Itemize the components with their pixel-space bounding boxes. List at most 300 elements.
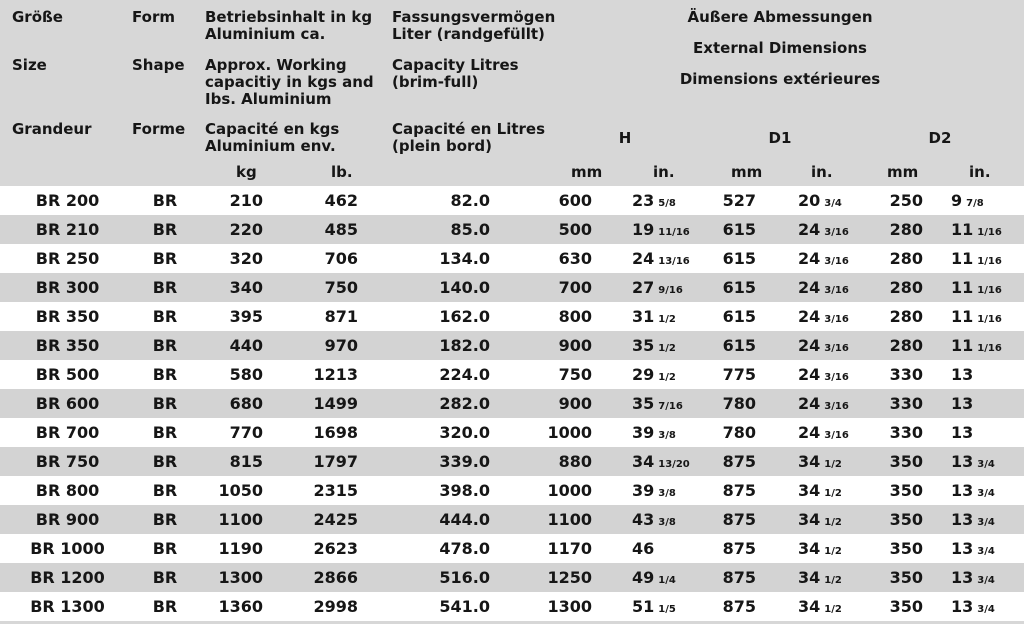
cell-d2-in	[927, 476, 1024, 505]
cell-lb	[263, 447, 358, 476]
cell-d1-mm	[702, 186, 756, 215]
header-shape-de: Form	[132, 8, 175, 26]
cell-d2-mm	[855, 186, 927, 215]
cell-d2-in	[927, 389, 1024, 418]
cell-h-in	[602, 418, 702, 447]
cell-d2-in	[927, 447, 1024, 476]
cell-h-mm	[490, 273, 602, 302]
cell-lb	[263, 534, 358, 563]
cell-shape-value: BR	[152, 423, 178, 442]
cell-h-mm-value: 900	[558, 394, 592, 413]
header-dims-de: Äußere Abmessungen	[687, 8, 873, 26]
cell-d1-in-fraction: 1/2	[824, 604, 842, 615]
table-row	[0, 592, 1024, 621]
cell-kg-value: 440	[229, 336, 263, 355]
cell-d1-in-value: 24	[798, 336, 821, 355]
cell-litres	[358, 331, 490, 360]
cell-shape-value: BR	[152, 336, 178, 355]
cell-d2-in	[927, 273, 1024, 302]
cell-litres-value: 85.0	[450, 220, 490, 239]
unit-h-in: in.	[653, 163, 675, 181]
cell-d1-in	[756, 186, 855, 215]
cell-h-in	[602, 244, 702, 273]
cell-d2-mm-value: 350	[889, 452, 923, 471]
cell-litres-value: 140.0	[439, 278, 490, 297]
cell-d1-mm	[702, 331, 756, 360]
cell-shape	[135, 215, 195, 244]
cell-d2-in	[927, 505, 1024, 534]
cell-d2-mm	[855, 505, 927, 534]
cell-d1-in-value: 24	[798, 307, 821, 326]
cell-d1-mm-value: 615	[722, 249, 756, 268]
cell-d1-in	[756, 244, 855, 273]
cell-h-in-value: 27	[632, 278, 655, 297]
cell-d2-in	[927, 534, 1024, 563]
cell-d1-in	[756, 302, 855, 331]
cell-d2-in	[927, 302, 1024, 331]
cell-d2-in-fraction: 3/4	[977, 517, 995, 528]
cell-d1-mm	[702, 360, 756, 389]
cell-litres	[358, 215, 490, 244]
cell-d2-mm	[855, 360, 927, 389]
cell-d2-mm	[855, 476, 927, 505]
cell-size	[0, 244, 135, 273]
cell-lb-value: 1213	[313, 365, 358, 384]
table-row	[0, 273, 1024, 302]
cell-d2-mm	[855, 418, 927, 447]
cell-lb	[263, 302, 358, 331]
cell-shape-value: BR	[152, 278, 178, 297]
cell-d2-in-fraction: 1/16	[977, 256, 1002, 267]
cell-lb	[263, 331, 358, 360]
cell-d1-mm-value: 780	[722, 394, 756, 413]
cell-kg-value: 1050	[218, 481, 263, 500]
cell-h-in-value: 39	[632, 481, 655, 500]
table-row	[0, 360, 1024, 389]
cell-d1-in	[756, 592, 855, 621]
cell-d1-mm-value: 875	[722, 597, 756, 616]
cell-d1-mm	[702, 302, 756, 331]
cell-lb	[263, 505, 358, 534]
cell-h-in-value: 35	[632, 336, 655, 355]
cell-shape	[135, 563, 195, 592]
cell-d1-in-fraction: 3/16	[824, 343, 849, 354]
header-capacity-litres-fr: Capacité en Litres (plein bord)	[392, 120, 546, 155]
cell-lb-value: 2623	[313, 539, 358, 558]
cell-d1-in-value: 34	[798, 510, 821, 529]
cell-h-mm	[490, 215, 602, 244]
cell-d1-in-value: 34	[798, 452, 821, 471]
cell-h-in-value: 46	[632, 539, 655, 558]
cell-h-mm	[490, 360, 602, 389]
cell-kg	[195, 476, 263, 505]
cell-h-in-fraction: 13/20	[658, 459, 690, 470]
cell-kg	[195, 302, 263, 331]
cell-h-in	[602, 360, 702, 389]
cell-size	[0, 534, 135, 563]
cell-d2-in-fraction: 3/4	[977, 546, 995, 557]
cell-kg	[195, 447, 263, 476]
cell-d2-mm-value: 280	[889, 278, 923, 297]
cell-shape	[135, 331, 195, 360]
cell-kg-value: 340	[229, 278, 263, 297]
cell-h-in	[602, 563, 702, 592]
cell-d1-in-fraction: 3/16	[824, 401, 849, 412]
cell-lb	[263, 389, 358, 418]
cell-kg-value: 815	[229, 452, 263, 471]
cell-lb-value: 871	[324, 307, 358, 326]
cell-d1-in	[756, 389, 855, 418]
cell-size-value: BR 800	[35, 481, 100, 500]
cell-size-value: BR 900	[35, 510, 100, 529]
cell-size-value: BR 300	[35, 278, 100, 297]
header-capacity-kg-de: Betriebsinhalt in kg Aluminium ca.	[205, 8, 373, 43]
cell-d2-mm	[855, 563, 927, 592]
cell-d1-mm	[702, 389, 756, 418]
cell-size	[0, 302, 135, 331]
cell-d1-mm-value: 875	[722, 568, 756, 587]
cell-d2-in-value: 13	[951, 597, 974, 616]
cell-d2-in-fraction: 3/4	[977, 488, 995, 499]
cell-h-in-fraction: 1/2	[658, 372, 676, 383]
cell-litres-value: 339.0	[439, 452, 490, 471]
cell-litres-value: 320.0	[439, 423, 490, 442]
cell-d2-in-value: 11	[951, 278, 974, 297]
cell-h-mm-value: 500	[558, 220, 592, 239]
cell-lb	[263, 273, 358, 302]
cell-d1-in-fraction: 3/16	[824, 314, 849, 325]
data-rows	[0, 186, 1024, 621]
table-row	[0, 186, 1024, 215]
cell-litres-value: 444.0	[439, 510, 490, 529]
cell-size-value: BR 350	[35, 336, 100, 355]
cell-d1-mm	[702, 215, 756, 244]
table-row	[0, 418, 1024, 447]
cell-kg-value: 1360	[218, 597, 263, 616]
cell-lb-value: 2998	[313, 597, 358, 616]
cell-shape	[135, 418, 195, 447]
cell-size-value: BR 1300	[30, 597, 105, 616]
cell-shape-value: BR	[152, 597, 178, 616]
cell-litres	[358, 592, 490, 621]
table-row	[0, 534, 1024, 563]
cell-h-in	[602, 215, 702, 244]
cell-d1-in	[756, 534, 855, 563]
cell-lb-value: 970	[324, 336, 358, 355]
cell-d1-in-fraction: 3/16	[824, 227, 849, 238]
cell-kg	[195, 505, 263, 534]
cell-d2-in-fraction: 3/4	[977, 575, 995, 586]
cell-h-mm	[490, 302, 602, 331]
cell-lb-value: 1499	[313, 394, 358, 413]
cell-size	[0, 215, 135, 244]
cell-litres-value: 162.0	[439, 307, 490, 326]
unit-d2-in: in.	[969, 163, 991, 181]
cell-h-in-fraction: 1/2	[658, 314, 676, 325]
cell-d2-mm-value: 280	[889, 336, 923, 355]
table-row	[0, 505, 1024, 534]
cell-d2-mm-value: 280	[889, 220, 923, 239]
cell-d2-in-value: 11	[951, 220, 974, 239]
cell-shape-value: BR	[152, 307, 178, 326]
unit-d2-mm: mm	[887, 163, 919, 181]
cell-kg-value: 210	[229, 191, 263, 210]
cell-kg	[195, 418, 263, 447]
cell-d1-mm-value: 615	[722, 336, 756, 355]
header-capacity-litres-en: Capacity Litres (brim-full)	[392, 56, 519, 91]
cell-h-mm-value: 1300	[547, 597, 592, 616]
cell-lb-value: 706	[324, 249, 358, 268]
cell-h-in	[602, 331, 702, 360]
cell-d1-in-fraction: 1/2	[824, 459, 842, 470]
cell-d1-in-value: 20	[798, 191, 821, 210]
cell-litres-value: 82.0	[450, 191, 490, 210]
cell-d1-mm	[702, 476, 756, 505]
cell-kg	[195, 389, 263, 418]
cell-lb-value: 2315	[313, 481, 358, 500]
cell-d1-mm-value: 875	[722, 539, 756, 558]
cell-shape-value: BR	[152, 568, 178, 587]
table-row	[0, 476, 1024, 505]
cell-h-in-value: 19	[632, 220, 655, 239]
cell-h-mm	[490, 331, 602, 360]
cell-d2-in	[927, 592, 1024, 621]
cell-h-in-fraction: 1/4	[658, 575, 676, 586]
cell-d2-mm-value: 350	[889, 568, 923, 587]
cell-size-value: BR 750	[35, 452, 100, 471]
cell-h-in-fraction: 13/16	[658, 256, 690, 267]
cell-size-value: BR 1000	[30, 539, 105, 558]
cell-d1-in-value: 34	[798, 481, 821, 500]
cell-d2-mm	[855, 592, 927, 621]
cell-litres-value: 398.0	[439, 481, 490, 500]
cell-d1-in-value: 24	[798, 423, 821, 442]
cell-d1-in-value: 34	[798, 568, 821, 587]
cell-d1-mm-value: 615	[722, 278, 756, 297]
cell-kg-value: 680	[229, 394, 263, 413]
cell-d1-mm	[702, 534, 756, 563]
cell-h-in	[602, 302, 702, 331]
cell-litres	[358, 563, 490, 592]
cell-d1-in-value: 24	[798, 365, 821, 384]
cell-d2-in-value: 11	[951, 307, 974, 326]
cell-shape	[135, 186, 195, 215]
cell-d2-in-fraction: 7/8	[966, 198, 984, 209]
cell-d2-in-value: 9	[951, 191, 963, 210]
cell-h-in-value: 31	[632, 307, 655, 326]
cell-lb-value: 2425	[313, 510, 358, 529]
cell-d1-in	[756, 418, 855, 447]
cell-d2-in	[927, 244, 1024, 273]
cell-h-mm	[490, 592, 602, 621]
cell-litres-value: 541.0	[439, 597, 490, 616]
cell-d1-mm	[702, 563, 756, 592]
cell-d1-mm	[702, 505, 756, 534]
cell-d2-in-fraction: 1/16	[977, 227, 1002, 238]
cell-h-mm-value: 1250	[547, 568, 592, 587]
cell-d1-in-value: 24	[798, 394, 821, 413]
cell-d1-mm-value: 875	[722, 510, 756, 529]
cell-kg	[195, 244, 263, 273]
cell-lb	[263, 592, 358, 621]
header-capacity-litres-de: Fassungsvermögen Liter (randgefüllt)	[392, 8, 556, 43]
cell-h-mm-value: 900	[558, 336, 592, 355]
cell-lb	[263, 215, 358, 244]
cell-d1-in-value: 34	[798, 539, 821, 558]
cell-d1-in	[756, 505, 855, 534]
header-shape-fr: Forme	[132, 120, 186, 138]
cell-h-in-value: 35	[632, 394, 655, 413]
cell-lb-value: 462	[324, 191, 358, 210]
cell-size	[0, 476, 135, 505]
cell-d2-in-value: 13	[951, 452, 974, 471]
cell-d2-mm-value: 330	[889, 365, 923, 384]
cell-lb	[263, 563, 358, 592]
cell-lb	[263, 186, 358, 215]
cell-d2-mm	[855, 447, 927, 476]
cell-d2-mm-value: 250	[889, 191, 923, 210]
cell-kg	[195, 331, 263, 360]
cell-h-in	[602, 186, 702, 215]
cell-shape-value: BR	[152, 365, 178, 384]
header-dims-fr: Dimensions extérieures	[679, 70, 881, 88]
cell-litres	[358, 505, 490, 534]
table-row	[0, 389, 1024, 418]
table-row	[0, 302, 1024, 331]
cell-kg-value: 770	[229, 423, 263, 442]
cell-d2-mm-value: 280	[889, 307, 923, 326]
unit-d1-mm: mm	[731, 163, 763, 181]
header-d2: D2	[928, 129, 952, 147]
cell-shape	[135, 592, 195, 621]
cell-d1-in	[756, 215, 855, 244]
cell-d1-in-fraction: 3/16	[824, 430, 849, 441]
cell-d2-in-fraction: 1/16	[977, 314, 1002, 325]
cell-h-in-fraction: 1/2	[658, 343, 676, 354]
cell-lb	[263, 418, 358, 447]
cell-kg-value: 220	[229, 220, 263, 239]
cell-lb-value: 2866	[313, 568, 358, 587]
cell-h-in-value: 43	[632, 510, 655, 529]
cell-d2-mm-value: 350	[889, 481, 923, 500]
cell-h-in-fraction: 11/16	[658, 227, 690, 238]
cell-d2-in-value: 13	[951, 394, 974, 413]
cell-h-mm	[490, 418, 602, 447]
cell-d2-in-value: 13	[951, 481, 974, 500]
cell-d1-mm-value: 775	[722, 365, 756, 384]
cell-litres	[358, 447, 490, 476]
cell-d2-mm-value: 280	[889, 249, 923, 268]
header-capacity-kg-en: Approx. Working capacitiy in kgs and Ibs. Aluminium	[205, 56, 374, 108]
table-row	[0, 563, 1024, 592]
cell-shape-value: BR	[152, 394, 178, 413]
cell-size	[0, 389, 135, 418]
cell-d2-in-fraction: 3/4	[977, 604, 995, 615]
cell-size	[0, 273, 135, 302]
cell-d2-in-value: 11	[951, 249, 974, 268]
cell-h-mm	[490, 186, 602, 215]
cell-h-in-value: 39	[632, 423, 655, 442]
cell-h-in-value: 51	[632, 597, 655, 616]
cell-kg-value: 580	[229, 365, 263, 384]
cell-litres	[358, 302, 490, 331]
cell-h-in	[602, 389, 702, 418]
cell-d1-in	[756, 476, 855, 505]
cell-d1-mm	[702, 273, 756, 302]
cell-d1-in	[756, 273, 855, 302]
cell-d2-mm	[855, 331, 927, 360]
cell-shape-value: BR	[152, 220, 178, 239]
cell-h-in-value: 23	[632, 191, 655, 210]
header-size-fr: Grandeur	[12, 120, 92, 138]
cell-kg	[195, 186, 263, 215]
cell-h-mm-value: 800	[558, 307, 592, 326]
cell-litres	[358, 476, 490, 505]
cell-d2-in	[927, 215, 1024, 244]
cell-litres	[358, 244, 490, 273]
cell-h-mm-value: 1100	[547, 510, 592, 529]
unit-lb: lb.	[331, 163, 353, 181]
cell-d2-in-fraction: 3/4	[977, 459, 995, 470]
cell-h-in-value: 34	[632, 452, 655, 471]
header-dims-en: External Dimensions	[693, 39, 867, 57]
cell-h-mm	[490, 505, 602, 534]
unit-kg: kg	[236, 163, 257, 181]
cell-size	[0, 447, 135, 476]
cell-d1-in-fraction: 1/2	[824, 575, 842, 586]
header-h: H	[618, 129, 632, 147]
cell-lb-value: 1698	[313, 423, 358, 442]
cell-kg-value: 1190	[218, 539, 263, 558]
cell-lb-value: 1797	[313, 452, 358, 471]
cell-d1-in	[756, 360, 855, 389]
cell-shape	[135, 447, 195, 476]
cell-h-mm-value: 600	[558, 191, 592, 210]
cell-litres	[358, 186, 490, 215]
cell-h-in	[602, 273, 702, 302]
cell-size	[0, 360, 135, 389]
cell-kg-value: 320	[229, 249, 263, 268]
cell-d2-mm	[855, 389, 927, 418]
cell-h-mm-value: 750	[558, 365, 592, 384]
cell-shape-value: BR	[152, 452, 178, 471]
cell-litres	[358, 534, 490, 563]
cell-d1-mm	[702, 592, 756, 621]
cell-d2-in-value: 13	[951, 510, 974, 529]
cell-lb	[263, 476, 358, 505]
cell-h-mm-value: 630	[558, 249, 592, 268]
cell-litres	[358, 418, 490, 447]
cell-shape	[135, 273, 195, 302]
cell-d1-mm-value: 615	[722, 307, 756, 326]
cell-h-mm	[490, 389, 602, 418]
cell-kg	[195, 215, 263, 244]
cell-size-value: BR 500	[35, 365, 100, 384]
cell-h-mm-value: 1170	[547, 539, 592, 558]
cell-h-in-fraction: 3/8	[658, 430, 676, 441]
cell-shape-value: BR	[152, 539, 178, 558]
cell-d1-in-value: 24	[798, 220, 821, 239]
cell-size-value: BR 200	[35, 191, 100, 210]
cell-litres	[358, 360, 490, 389]
table-row	[0, 447, 1024, 476]
cell-size-value: BR 350	[35, 307, 100, 326]
cell-h-in-value: 29	[632, 365, 655, 384]
cell-h-mm-value: 880	[558, 452, 592, 471]
cell-litres-value: 282.0	[439, 394, 490, 413]
cell-d2-mm	[855, 244, 927, 273]
cell-d1-mm-value: 875	[722, 481, 756, 500]
